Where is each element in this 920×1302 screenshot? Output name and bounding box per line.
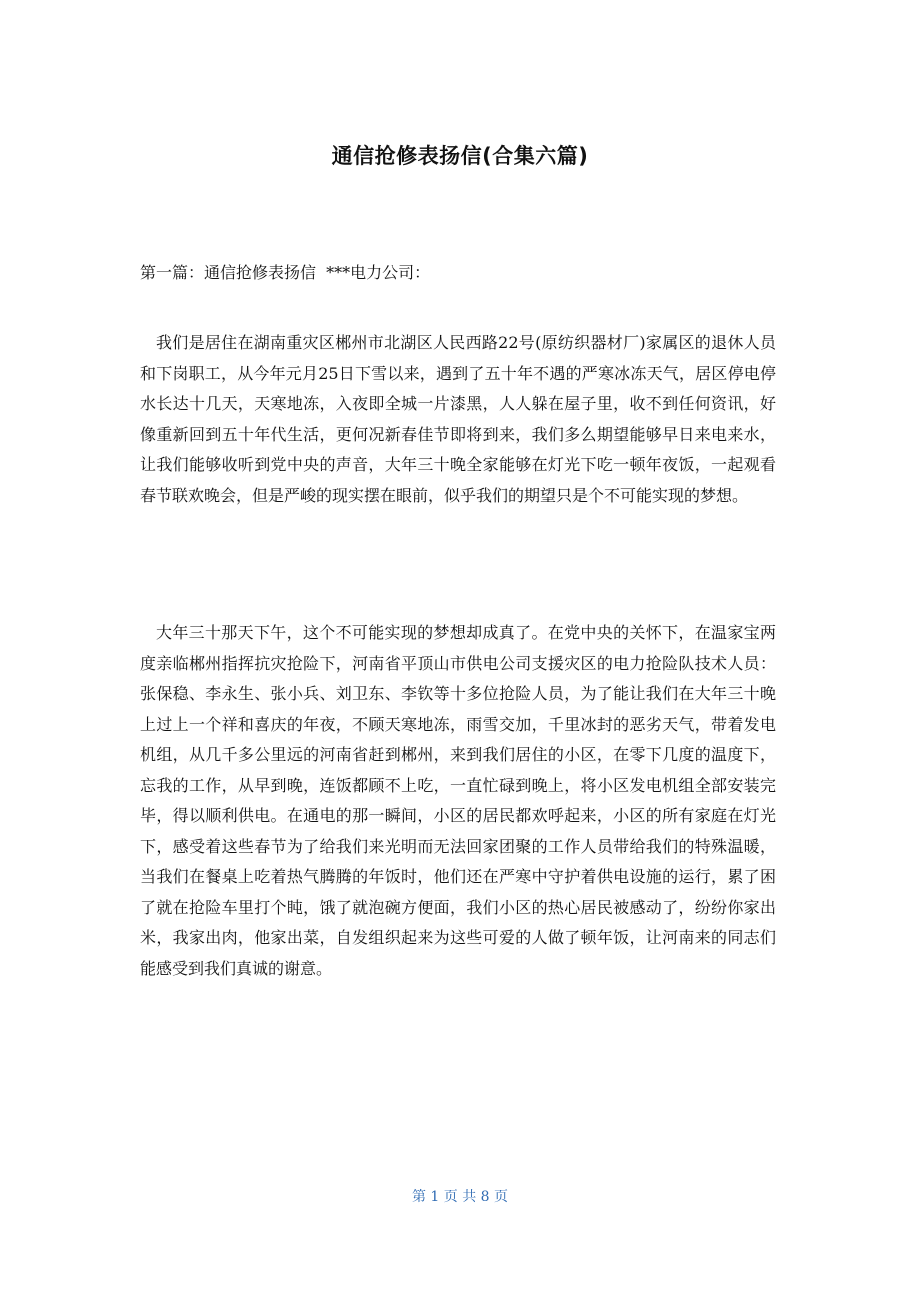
- body-paragraph: 我们是居住在湖南重灾区郴州市北湖区人民西路22号(原纺织器材厂)家属区的退休人员和下岗职工，从今年元月25日下雪以来，遇到了五十年不遇的严寒冰冻天气，居区停电停水长达十几天，天寒地冻，入夜即全城一片漆黑，人人躲在屋子里，收不到任何资讯，好像重新回到五十年代生活，更何况新春佳节即将到来，我们多么期望能够早日来电来水，让我们能够收听到党中央的声音，大年三十晚全家能够在灯光下吃一顿年夜饭，一起观看春节联欢晚会，但是严峻的现实摆在眼前，似乎我们的期望只是个不可能实现的梦想。: [140, 333, 776, 505]
- page-number-footer: 第 1 页 共 8 页: [411, 1189, 509, 1205]
- body-paragraph: 大年三十那天下午，这个不可能实现的梦想却成真了。在党中央的关怀下，在温家宝两度亲临郴州指挥抗灾抢险下，河南省平顶山市供电公司支援灾区的电力抢险队技术人员：张保稳、李永生、张小兵、刘卫东、李钦等十多位抢险人员，为了能让我们在大年三十晚上过上一个祥和喜庆的年夜，不顾天寒地冻，雨雪交加，千里冰封的恶劣天气，带着发电机组，从几千多公里远的河南省赶到郴州，来到我们居住的小区，在零下几度的温度下，忘我的工作，从早到晚，连饭都顾不上吃，一直忙碌到晚上，将小区发电机组全部安装完毕，得以顺利供电。在通电的那一瞬间，小区的居民都欢呼起来，小区的所有家庭在灯光下，感受着这些春节为了给我们来光明而无法回家团聚的工作人员带给我们的特殊温暖，当我们在餐桌上吃着热气腾腾的年饭时，他们还在严寒中守护着供电设施的运行，累了困了就在抢险车里打个盹，饿了就泡碗方便面，我们小区的热心居民被感动了，纷纷你家出米，我家出肉，他家出菜，自发组织起来为这些可爱的人做了顿年饭，让河南来的同志们能感受到我们真诚的谢意。: [140, 623, 776, 978]
- section-heading: 第一篇：通信抢修表扬信 ***电力公司：: [140, 263, 431, 282]
- document-title: 通信抢修表扬信(合集六篇): [331, 144, 589, 168]
